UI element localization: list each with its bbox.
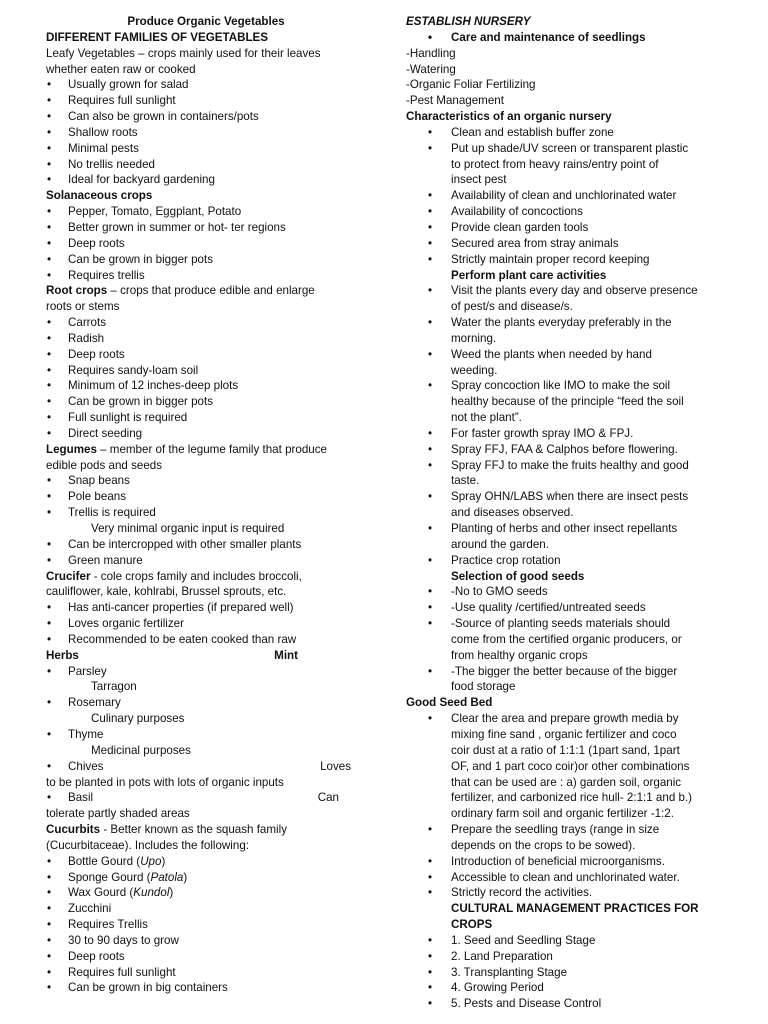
list-item: • Availability of concoctions	[406, 204, 726, 220]
list-item: • Shallow roots	[46, 125, 366, 141]
root-intro-cont: roots or stems	[46, 300, 120, 314]
list-item: • Deep roots	[46, 236, 366, 252]
seedbed-list	[406, 711, 726, 901]
list-item: • Pole beans	[46, 489, 366, 505]
list-item: • Requires trellis	[46, 268, 366, 284]
list-item: • Can be intercropped with other smaller plants	[46, 537, 366, 553]
list-item-cont: fertilizer, and carbonized rice hull- 2:1:1 and b.)	[451, 791, 693, 805]
list-item: • Secured area from stray animals	[406, 236, 726, 252]
list-item: • Availability of clean and unchlorinated water	[406, 188, 726, 204]
crucifer-intro-text: - cole crops family and includes broccoli,	[90, 569, 302, 583]
page-title: Produce Organic Vegetables	[127, 15, 285, 28]
legume-intro	[46, 442, 366, 458]
list-item: • Can be grown in bigger pots	[46, 394, 366, 410]
list-item: • Deep roots	[46, 949, 366, 965]
root-intro-text: – crops that produce edible and enlarge	[107, 284, 315, 298]
characteristics-heading: Characteristics of an organic nursery	[406, 110, 612, 124]
herb-tarragon: Tarragon	[91, 680, 137, 694]
list-item: -Watering	[406, 62, 456, 76]
list-item: • Requires sandy-loam soil	[46, 363, 366, 379]
legume-sub-note: Very minimal organic input is required	[91, 522, 285, 535]
list-item: • Trellis is required	[46, 505, 366, 521]
list-item: • Strictly maintain proper record keeping	[406, 252, 726, 268]
list-item-cont: weeding.	[451, 363, 498, 377]
list-item: -Handling	[406, 46, 456, 60]
list-item-cont: that can be used are : a) garden soil, organic	[451, 775, 682, 789]
root-intro	[46, 283, 366, 299]
list-item: • Put up shade/UV screen or transparent plastic	[406, 141, 726, 157]
list-item: • Better grown in summer or hot- ter regions	[46, 220, 366, 236]
list-item-cont: around the garden.	[451, 537, 549, 551]
list-item-cont: taste.	[451, 474, 480, 488]
herb-medicinal: Medicinal purposes	[91, 743, 191, 757]
list-item: • Zucchini	[46, 901, 366, 917]
list-item: • Planting of herbs and other insect repellants	[406, 521, 726, 537]
list-item: • Requires full sunlight	[46, 965, 366, 981]
list-item: • Provide clean garden tools	[406, 220, 726, 236]
list-item: • 3. Transplanting Stage	[406, 965, 726, 981]
cultural-heading-cont: CROPS	[451, 918, 493, 932]
herbs-heading: Herbs	[46, 648, 79, 662]
list-item: • Practice crop rotation	[406, 553, 726, 569]
list-item: • Direct seeding	[46, 426, 366, 442]
cultural-list	[406, 933, 726, 1012]
section-heading: DIFFERENT FAMILIES OF VEGETABLES	[46, 30, 269, 44]
list-item: • 2. Land Preparation	[406, 949, 726, 965]
legume-intro-text: – member of the legume family that produce	[96, 442, 327, 456]
list-item-cont: coir dust at a ratio of 1:1:1 (1part sand, 1part	[451, 743, 680, 757]
list-item: • No trellis needed	[46, 157, 366, 173]
herb-parsley: • Parsley	[46, 664, 366, 680]
left-column	[46, 14, 366, 996]
herb-culinary: Culinary purposes	[91, 712, 185, 726]
nursery-title: ESTABLISH NURSERY	[406, 15, 531, 28]
list-item: • Snap beans	[46, 473, 366, 489]
seeds-list	[406, 584, 726, 695]
list-item: • -The bigger the better because of the bigger	[406, 664, 726, 680]
list-item: • Wax Gourd (Kundol)	[46, 885, 366, 901]
list-item: • Green manure	[46, 553, 366, 569]
list-item: • Spray FFJ, FAA & Calphos before flowering.	[406, 442, 726, 458]
list-item: • Loves organic fertilizer	[46, 616, 366, 632]
list-item-cont: food storage	[451, 680, 516, 694]
list-item: • 4. Growing Period	[406, 980, 726, 996]
legume-intro-cont: edible pods and seeds	[46, 458, 163, 472]
list-item: • Full sunlight is required	[46, 410, 366, 426]
list-item: • Requires full sunlight	[46, 93, 366, 109]
list-item-cont: healthy because of the principle “feed the soil	[451, 395, 684, 409]
herb-mint: Mint	[274, 648, 298, 662]
list-item-cont: ordinary farm soil and organic fertilizer -1:2.	[451, 807, 674, 821]
list-item: • Clear the area and prepare growth media by	[406, 711, 726, 727]
cucurbit-intro-text: - Better known as the squash family	[100, 823, 287, 837]
list-item-cont: come from the certified organic producers, or	[451, 632, 682, 646]
list-item-cont: to protect from heavy rains/entry point of	[451, 157, 659, 171]
herb-basil: • Basil	[68, 791, 94, 805]
care-heading: • Care and maintenance of seedlings	[406, 30, 726, 46]
list-item: • 5. Pests and Disease Control	[406, 996, 726, 1012]
solanaceous-list	[46, 204, 366, 283]
cucurbit-intro-cont: (Cucurbitaceae). Includes the following:	[46, 838, 249, 852]
crucifer-list	[46, 600, 366, 648]
list-item: • Minimal pests	[46, 141, 366, 157]
list-item: • -No to GMO seeds	[406, 584, 726, 600]
list-item: • Spray OHN/LABS when there are insect pests	[406, 489, 726, 505]
list-item: • Radish	[46, 331, 366, 347]
list-item: • Introduction of beneficial microorganisms.	[406, 854, 726, 870]
list-item: • Prepare the seedling trays (range in size	[406, 822, 726, 838]
list-item: -Pest Management	[406, 94, 504, 108]
herb-rosemary: • Rosemary	[46, 695, 366, 711]
list-item-cont: and diseases observed.	[451, 506, 574, 520]
list-item-cont: not the plant”.	[451, 411, 522, 425]
crucifer-intro-cont: cauliflower, kale, kohlrabi, Brussel sprouts, etc.	[46, 585, 287, 599]
list-item: • Has anti-cancer properties (if prepared well)	[46, 600, 366, 616]
list-item: • Can also be grown in containers/pots	[46, 109, 366, 125]
list-item: • Spray concoction like IMO to make the soil	[406, 378, 726, 394]
cucurbit-list	[46, 901, 366, 996]
list-item: • Sponge Gourd (Patola)	[46, 870, 366, 886]
list-item: • Recommended to be eaten cooked than raw	[46, 632, 366, 648]
list-item: • 1. Seed and Seedling Stage	[406, 933, 726, 949]
herbs-row	[46, 648, 298, 664]
list-item: • Usually grown for salad	[46, 77, 366, 93]
leafy-intro: Leafy Vegetables – crops mainly used for their leaves	[46, 46, 321, 60]
list-item: • Visit the plants every day and observe presence	[406, 283, 726, 299]
list-item: • Deep roots	[46, 347, 366, 363]
list-item-cont: of pest/s and disease/s.	[451, 300, 573, 314]
care-list	[406, 46, 726, 109]
list-item: -Organic Foliar Fertilizing	[406, 78, 536, 92]
list-item: • Minimum of 12 inches-deep plots	[46, 378, 366, 394]
crucifer-heading: Crucifer	[46, 569, 91, 583]
list-item: • Clean and establish buffer zone	[406, 125, 726, 141]
perform-heading: Perform plant care activities	[451, 268, 607, 282]
list-item-cont: depends on the crops to be sowed).	[451, 838, 636, 852]
list-item: • Pepper, Tomato, Eggplant, Potato	[46, 204, 366, 220]
list-item-cont: from healthy organic crops	[451, 648, 588, 662]
list-item: • -Source of planting seeds materials should	[406, 616, 726, 632]
cucurbit-heading: Cucurbits	[46, 823, 101, 837]
list-item: • Bottle Gourd (Upo)	[46, 854, 366, 870]
list-item: • -Use quality /certified/untreated seeds	[406, 600, 726, 616]
root-list	[46, 315, 366, 442]
list-item-cont: morning.	[451, 331, 497, 345]
crucifer-intro	[46, 569, 366, 585]
list-item: • Weed the plants when needed by hand	[406, 347, 726, 363]
seeds-heading: Selection of good seeds	[451, 569, 585, 583]
herb-thyme: • Thyme	[46, 727, 366, 743]
seedbed-heading: Good Seed Bed	[406, 696, 493, 710]
cultural-heading: CULTURAL MANAGEMENT PRACTICES FOR	[451, 902, 699, 916]
herb-basil-can: Can	[317, 791, 339, 805]
list-item: • Strictly record the activities.	[406, 885, 726, 901]
cucurbit-intro	[46, 822, 366, 838]
list-item-cont: insect pest	[451, 173, 507, 187]
root-heading: Root crops	[46, 284, 108, 298]
legume-list-2	[46, 537, 366, 569]
leafy-intro-cont: whether eaten raw or cooked	[46, 62, 196, 76]
herb-chives-row	[46, 759, 351, 775]
herb-chives-loves: Loves	[320, 759, 351, 773]
list-item: • Spray FFJ to make the fruits healthy and good	[406, 458, 726, 474]
herb-basil-note: tolerate partly shaded areas	[46, 807, 190, 821]
herb-chives-note: to be planted in pots with lots of organic inputs	[46, 775, 284, 789]
list-item: • Carrots	[46, 315, 366, 331]
cucurbit-named-list	[46, 854, 366, 902]
right-column	[406, 14, 726, 1012]
list-item: • Requires Trellis	[46, 917, 366, 933]
characteristics-list	[406, 125, 726, 268]
list-item-cont: mixing fine sand , organic fertilizer and coco	[451, 727, 677, 741]
legume-heading: Legumes	[46, 442, 97, 456]
list-item: • Can be grown in big containers	[46, 980, 366, 996]
list-item: • Accessible to clean and unchlorinated water.	[406, 870, 726, 886]
list-item: • Can be grown in bigger pots	[46, 252, 366, 268]
list-item: • Water the plants everyday preferably in the	[406, 315, 726, 331]
list-item: • Ideal for backyard gardening	[46, 172, 366, 188]
solanaceous-heading: Solanaceous crops	[46, 189, 153, 203]
herb-basil-row	[46, 790, 339, 806]
perform-list	[406, 283, 726, 568]
legume-list	[46, 473, 366, 521]
list-item: • For faster growth spray IMO & FPJ.	[406, 426, 726, 442]
leafy-list	[46, 77, 366, 188]
herb-chives: • Chives	[68, 759, 104, 773]
list-item-cont: OF, and 1 part coco coir)or other combinations	[451, 759, 690, 773]
list-item: • 30 to 90 days to grow	[46, 933, 366, 949]
